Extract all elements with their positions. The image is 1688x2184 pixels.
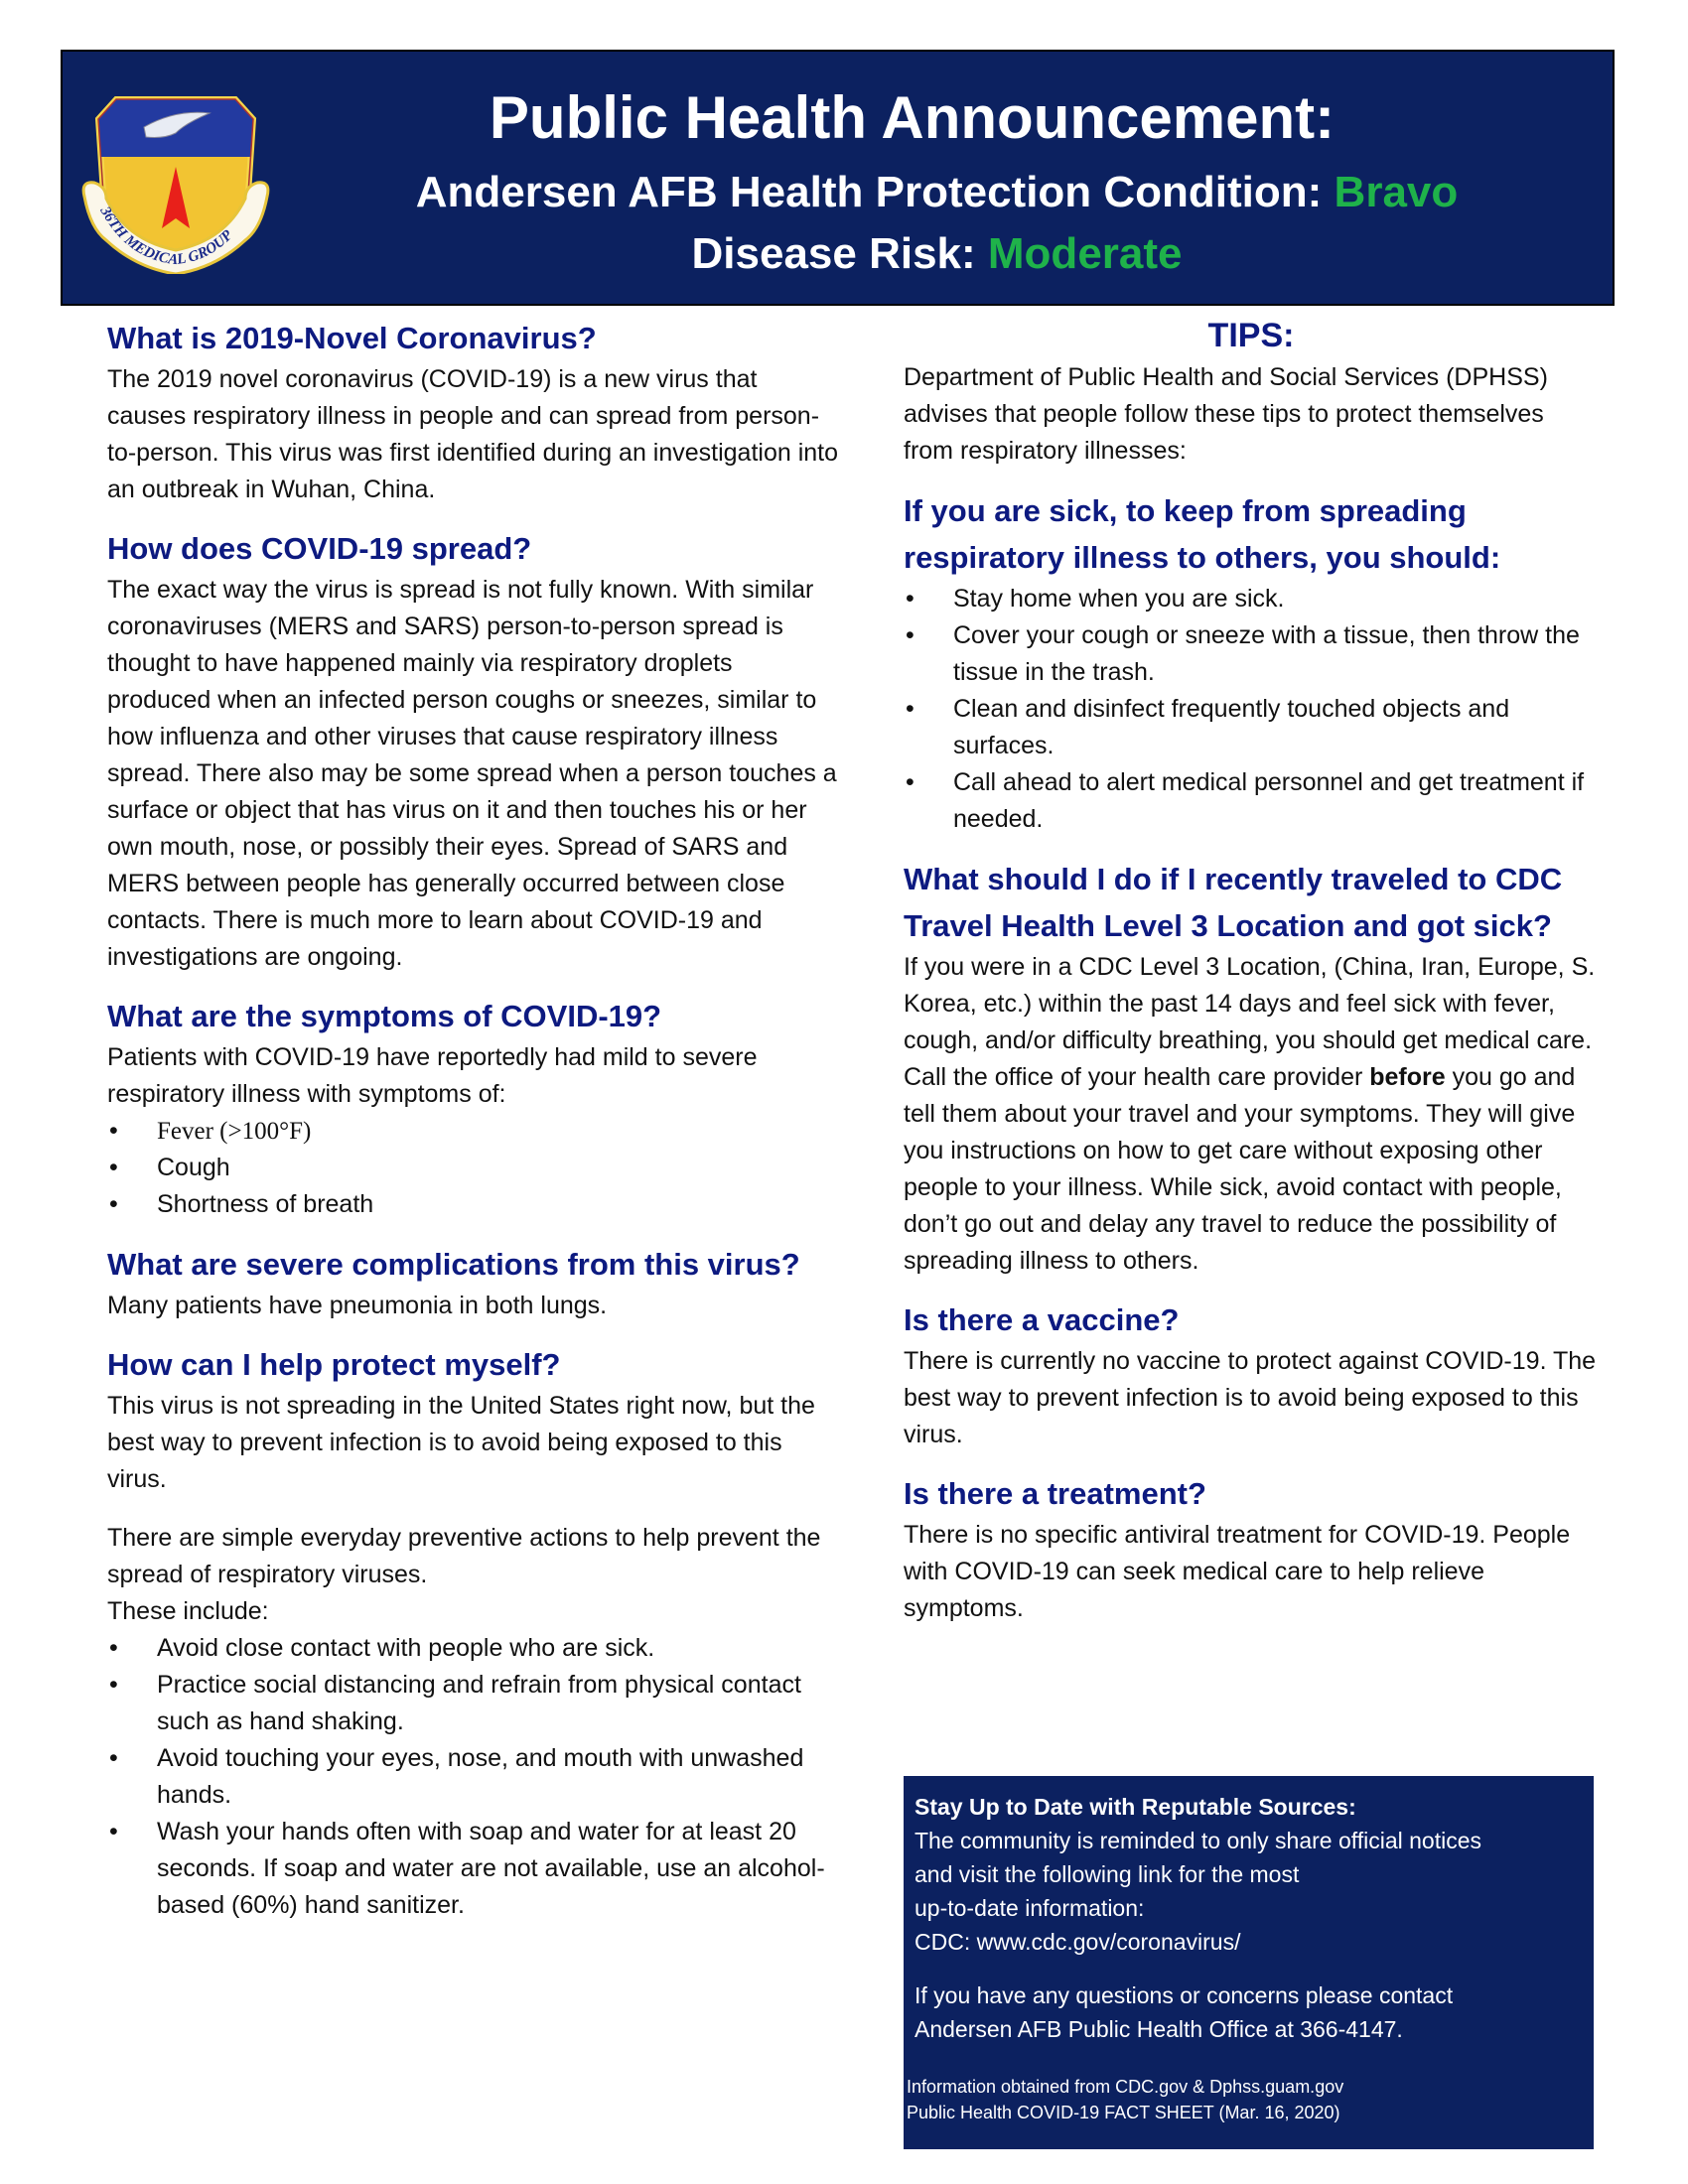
emphasis-before: before (1369, 1063, 1446, 1091)
footer-line: Public Health COVID-19 FACT SHEET (Mar. 16, 2020) (907, 2103, 1340, 2122)
section-body-spread: The exact way the virus is spread is not fully known. With similar coronaviruses (MERS and SARS) person-to-person spread is thought to have happened mainly via respiratory droplets produced when an infected person coughs or sneezes, similar to how influenza and other viruses that cause respiratory illness spread. There also may be some spread when a person touches a surface or object that has virus on it and then touches his or her own mouth, nose, or possibly their eyes. Spread of SARS and MERS between people has generally occurred between close contacts. There is much more to learn about COVID-19 and investigations are ongoing. (107, 576, 837, 971)
list-item: • Avoid touching your eyes, nose, and mouth with unwashed hands. (107, 1740, 842, 1814)
health-protection-condition (63, 165, 1613, 220)
page-title: Public Health Announcement: (489, 84, 1336, 151)
list-item: • Shortness of breath (107, 1186, 842, 1223)
source-footer (907, 2074, 1584, 2125)
condition-value: Bravo (1334, 168, 1459, 216)
section-heading-protect: How can I help protect myself? (107, 1347, 561, 1382)
bullet-icon: • (906, 585, 914, 613)
risk-label: Disease Risk: (691, 229, 988, 278)
section-heading-symptoms: What are the symptoms of COVID-19? (107, 999, 662, 1033)
cdc-link[interactable]: CDC: www.cdc.gov/coronavirus/ (914, 1929, 1241, 1955)
footer-line: Information obtained from CDC.gov & Dphss.guam.gov (907, 2077, 1344, 2097)
section-body-complications: Many patients have pneumonia in both lungs. (107, 1292, 608, 1319)
list-item: • Cover your cough or sneeze with a tissue, then throw the tissue in the trash. (904, 617, 1599, 691)
bullet-icon: • (906, 768, 914, 796)
symptoms-list (107, 1113, 842, 1223)
section-body-vaccine: There is currently no vaccine to protect against COVID-19. The best way to prevent infection is to avoid being exposed to this virus. (904, 1347, 1597, 1448)
bullet-icon: • (109, 1190, 118, 1218)
contact-phone-line: Andersen AFB Public Health Office at 366-4147. (914, 2016, 1403, 2042)
list-item: • Practice social distancing and refrain from physical contact such as hand shaking. (107, 1667, 842, 1740)
section-heading-travel: What should I do if I recently traveled to CDC Travel Health Level 3 Location and got sick? (904, 862, 1563, 943)
section-body-symptoms: Patients with COVID-19 have reportedly had mild to severe respiratory illness with symptoms of: (107, 1043, 758, 1108)
list-item: • Avoid close contact with people who are sick. (107, 1630, 842, 1667)
emblem-label: 36TH MEDICAL GROUP (96, 204, 236, 269)
reputable-sources-box (904, 1776, 1594, 2149)
left-column (107, 316, 842, 1924)
list-item: • Stay home when you are sick. (904, 581, 1599, 617)
section-body-travel: If you were in a CDC Level 3 Location, (China, Iran, Europe, S. Korea, etc.) within the past 14 days and feel sick with fever, cough, and/or difficulty breathing, you should get medical care. Call the office of your health care provider before you go and tell them about your travel and your symptoms. They will give you instructions on how to get care without exposing other people to your illness. While sick, avoid contact with people, don’t go out and delay any travel to reduce the possibility of spreading illness to others. (904, 953, 1596, 1275)
list-item: • Fever (>100°F) (107, 1113, 842, 1150)
risk-value: Moderate (987, 229, 1183, 278)
section-body-protect-3: These include: (107, 1597, 269, 1625)
section-heading-treatment: Is there a treatment? (904, 1476, 1206, 1511)
right-column (904, 316, 1599, 1627)
section-heading-if-sick: If you are sick, to keep from spreading respiratory illness to others, you should: (904, 493, 1501, 575)
bullet-icon: • (109, 1154, 118, 1181)
sources-title: Stay Up to Date with Reputable Sources: (914, 1794, 1356, 1820)
if-sick-list (904, 581, 1599, 838)
section-heading-complications: What are severe complications from this virus? (107, 1247, 800, 1282)
section-heading-vaccine: Is there a vaccine? (904, 1302, 1180, 1337)
condition-label: Andersen AFB Health Protection Condition: (415, 168, 1335, 216)
tips-heading: TIPS: (1207, 317, 1295, 354)
bullet-icon: • (109, 1117, 118, 1145)
bullet-icon: • (109, 1744, 118, 1772)
disease-risk (63, 226, 1613, 282)
list-item: • Call ahead to alert medical personnel and get treatment if needed. (904, 764, 1599, 838)
section-body-protect: This virus is not spreading in the United States right now, but the best way to prevent infection is to avoid being exposed to this virus. (107, 1392, 815, 1493)
sources-text-line: and visit the following link for the most (914, 1861, 1300, 1887)
prevention-list (107, 1630, 842, 1924)
list-item: • Cough (107, 1150, 842, 1186)
section-body-protect-2: There are simple everyday preventive actions to help prevent the spread of respiratory viruses. (107, 1524, 821, 1588)
bullet-icon: • (906, 621, 914, 649)
section-body-what-is: The 2019 novel coronavirus (COVID-19) is a new virus that causes respiratory illness in people and can spread from person-to-person. This virus was first identified during an investigation into an outbreak in Wuhan, China. (107, 365, 839, 503)
bullet-icon: • (906, 695, 914, 723)
section-body-treatment: There is no specific antiviral treatment for COVID-19. People with COVID-19 can seek medical care to help relieve symptoms. (904, 1521, 1571, 1622)
bullet-icon: • (109, 1634, 118, 1662)
bullet-icon: • (109, 1671, 118, 1699)
announcement-header (61, 50, 1615, 306)
section-heading-what-is: What is 2019-Novel Coronavirus? (107, 321, 597, 355)
list-item: • Wash your hands often with soap and water for at least 20 seconds. If soap and water are not available, use an alcohol-based (60%) hand sanitizer. (107, 1814, 842, 1924)
sources-text-line: up-to-date information: (914, 1895, 1145, 1921)
bullet-icon: • (109, 1818, 118, 1845)
section-heading-spread: How does COVID-19 spread? (107, 531, 532, 566)
tips-intro: Department of Public Health and Social Services (DPHSS) advises that people follow these tips to protect themselves from respiratory illnesses: (904, 363, 1548, 465)
sources-text-line: The community is reminded to only share official notices (914, 1828, 1482, 1853)
contact-text-line: If you have any questions or concerns please contact (914, 1982, 1454, 2008)
list-item: • Clean and disinfect frequently touched objects and surfaces. (904, 691, 1599, 764)
